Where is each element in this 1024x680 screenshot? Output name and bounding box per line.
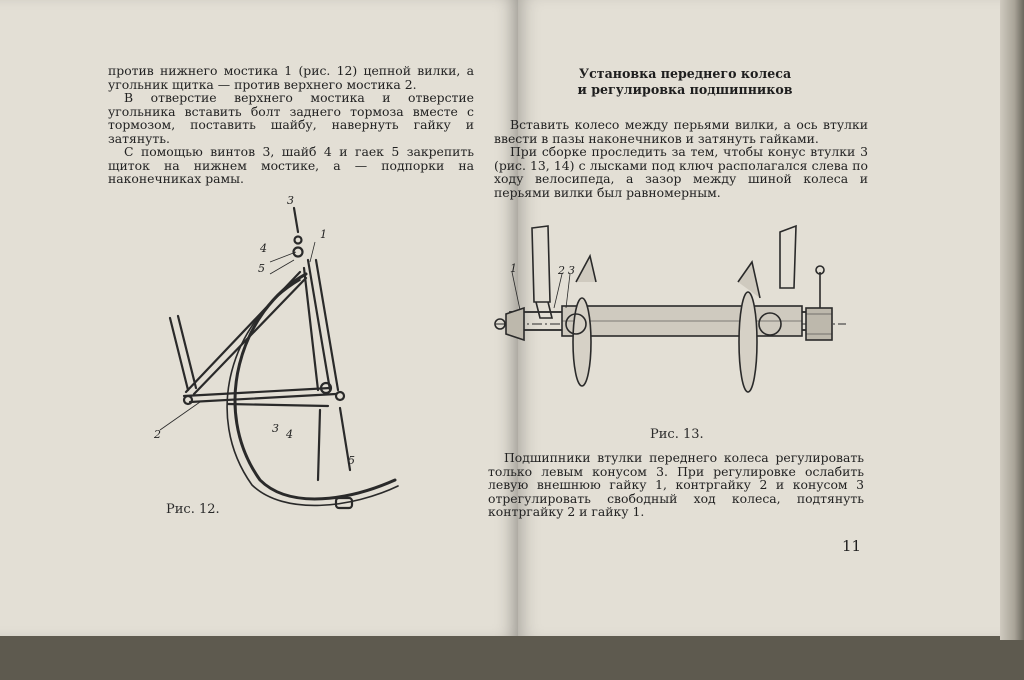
- section-heading: [560, 66, 810, 98]
- page-number: 11: [842, 537, 862, 555]
- fig13-label-1: 1: [510, 262, 517, 275]
- fig12-label-5-top: 5: [258, 262, 265, 275]
- fig12-label-4-top: 4: [260, 242, 267, 255]
- left-paragraph-2: В отверстие верхнего мостика и отверстие угольника вставить болт заднего тормоза вместе с тормозом, поставить шайбу, навернуть гайку и затянуть.: [108, 90, 474, 146]
- heading-line-2: и регулировка подшипников: [577, 82, 793, 97]
- right-body-text: [494, 118, 868, 199]
- left-paragraph-3: С помощью винтов 3, шайб 4 и гаек 5 закрепить щиток на нижнем мостике, а — подпорки на наконечниках рамы.: [108, 144, 474, 186]
- left-paragraph-1: против нижнего мостика 1 (рис. 12) цепной вилки, а угольник щитка — против верхнего мостика 2.: [108, 63, 474, 92]
- fig12-label-4-bottom: 4: [286, 428, 293, 441]
- left-body-text: [108, 64, 474, 186]
- figure-12-fender-diagram: [140, 180, 420, 520]
- right-paragraph-3: Подшипники втулки переднего колеса регулировать только левым конусом 3. При регулировке ослабить левую внешнюю гайку 1, контргайку 2 и конусом 3 отрегулировать свободный ход колеса, подтянуть контргайку 2 и гайку 1.: [488, 450, 864, 519]
- fig12-label-1: 1: [320, 228, 327, 241]
- right-body-text-2: [488, 451, 864, 519]
- fig13-label-3: 3: [568, 264, 575, 277]
- fig12-label-2: 2: [154, 428, 161, 441]
- page-edge: [1000, 0, 1024, 640]
- right-paragraph-2: При сборке проследить за тем, чтобы конус втулки 3 (рис. 13, 14) с лысками под ключ располагался слева по ходу велосипеда, а зазор между шиной колеса и перьями вилки был равномерным.: [494, 144, 868, 200]
- fig13-label-2: 2: [558, 264, 565, 277]
- fig12-label-3-bottom: 3: [272, 422, 279, 435]
- heading-line-1: Установка переднего колеса: [578, 66, 792, 81]
- fig12-label-5-bottom: 5: [348, 454, 355, 467]
- figure-13-hub-diagram: [490, 222, 860, 422]
- figure-12-caption: Рис. 12.: [166, 502, 220, 517]
- figure-13-caption: Рис. 13.: [650, 427, 704, 442]
- fig12-label-3-top: 3: [287, 194, 294, 207]
- right-paragraph-1: Вставить колесо между перьями вилки, а ось втулки ввести в пазы наконечников и затянуть гайками.: [494, 117, 868, 146]
